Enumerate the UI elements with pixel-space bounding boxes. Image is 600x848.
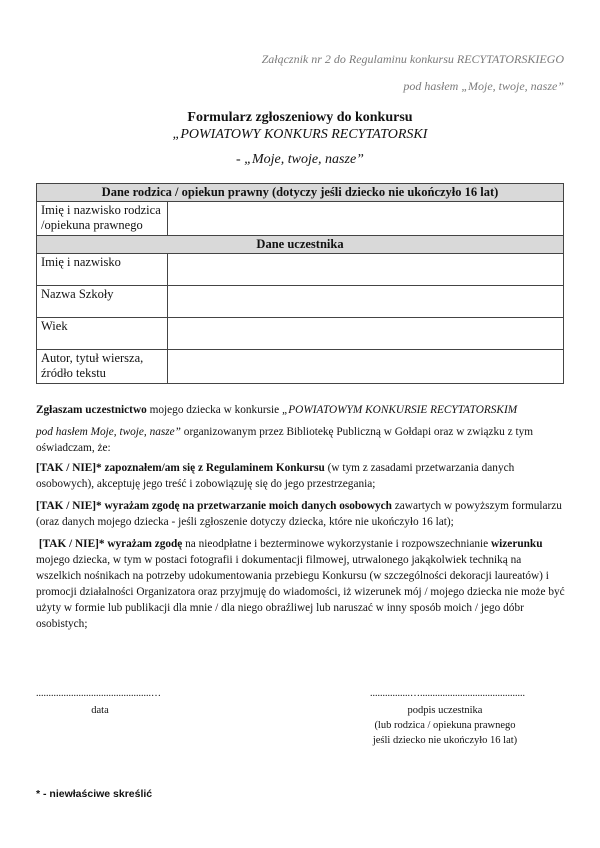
date-line: ..............................................… [36, 688, 161, 699]
participant-name-field[interactable] [168, 254, 564, 286]
contest-name: „POWIATOWY KONKURS RECYTATORSKI [172, 127, 428, 142]
slogan-note: pod hasłem „Moje, twoje, nasze” [403, 79, 564, 93]
footnote: * - niewłaściwe skreślić [36, 788, 153, 800]
poem-source-field[interactable] [168, 350, 564, 384]
signature-label: podpis uczestnika [407, 705, 483, 716]
consent-regulations: [TAK / NIE]* zapoznałem/am się z Regulaminem Konkursu (w tym z zasadami przetwarzania danych osobowych), akceptuję jego treść i zobowiązuję się do jego przestrzegania; [36, 462, 515, 490]
participant-section-header: Dane uczestnika [37, 236, 564, 254]
age-label: Wiek [37, 318, 168, 350]
school-name-field[interactable] [168, 286, 564, 318]
form-title: Formularz zgłoszeniowy do konkursu [187, 110, 413, 125]
poem-source-label: Autor, tytuł wiersza, źródło tekstu [37, 350, 168, 384]
signature-line: ................….......................................... [370, 688, 525, 699]
attachment-note: Załącznik nr 2 do Regulaminu konkursu RECYTATORSKIEGO [261, 52, 564, 66]
parent-name-label: Imię i nazwisko rodzica /opiekuna prawnego [37, 202, 168, 236]
participant-name-label: Imię i nazwisko [37, 254, 168, 286]
age-field[interactable] [168, 318, 564, 350]
signature-age-note: jeśli dziecko nie ukończyło 16 lat) [372, 735, 518, 746]
registration-table [36, 183, 564, 384]
school-name-label: Nazwa Szkoły [37, 286, 168, 318]
date-label: data [91, 705, 109, 716]
consent-personal-data: [TAK / NIE]* wyrażam zgodę na przetwarzanie moich danych osobowych zawartych w powyższym formularzu (oraz danych mojego dziecka - jeśli zgłoszenie dotyczy dziecka, które nie ukończyło 16 lat); [36, 500, 562, 528]
parent-name-field[interactable] [168, 202, 564, 236]
contest-slogan: - „Moje, twoje, nasze” [236, 152, 364, 167]
declaration-organizer: pod hasłem Moje, twoje, nasze” organizowanym przez Bibliotekę Publiczną w Gołdapi oraz w związku z tym oświadczam, że: [36, 426, 534, 454]
consent-image: [TAK / NIE]* wyrażam zgodę na nieodpłatne i bezterminowe wykorzystanie i rozpowszechnianie wizerunku mojego dziecka, w tym w postaci fotografii i dokumentacji filmowej, utrwalonego jakąkolwiek techniką na wszelkich nośnikach na potrzeby udokumentowania przebiegu Konkursu (w szczególności dekoracji laureatów) i promocji działalności Organizatora oraz przyjmuję do wiadomości, iż wizerunek mój / mojego dziecka nie może być użyty w formie lub publikacji dla mnie / dla niego obraźliwej lub naruszać w inny sposób moich / jego dóbr osobistych; [36, 538, 565, 630]
signature-guardian-note: (lub rodzica / opiekuna prawnego [374, 720, 516, 731]
parent-section-header: Dane rodzica / opiekun prawny (dotyczy jeśli dziecko nie ukończyło 16 lat) [37, 184, 564, 202]
declaration-intro: Zgłaszam uczestnictwo mojego dziecka w konkursie „POWIATOWYM KONKURSIE RECYTATORSKIM [36, 404, 518, 416]
